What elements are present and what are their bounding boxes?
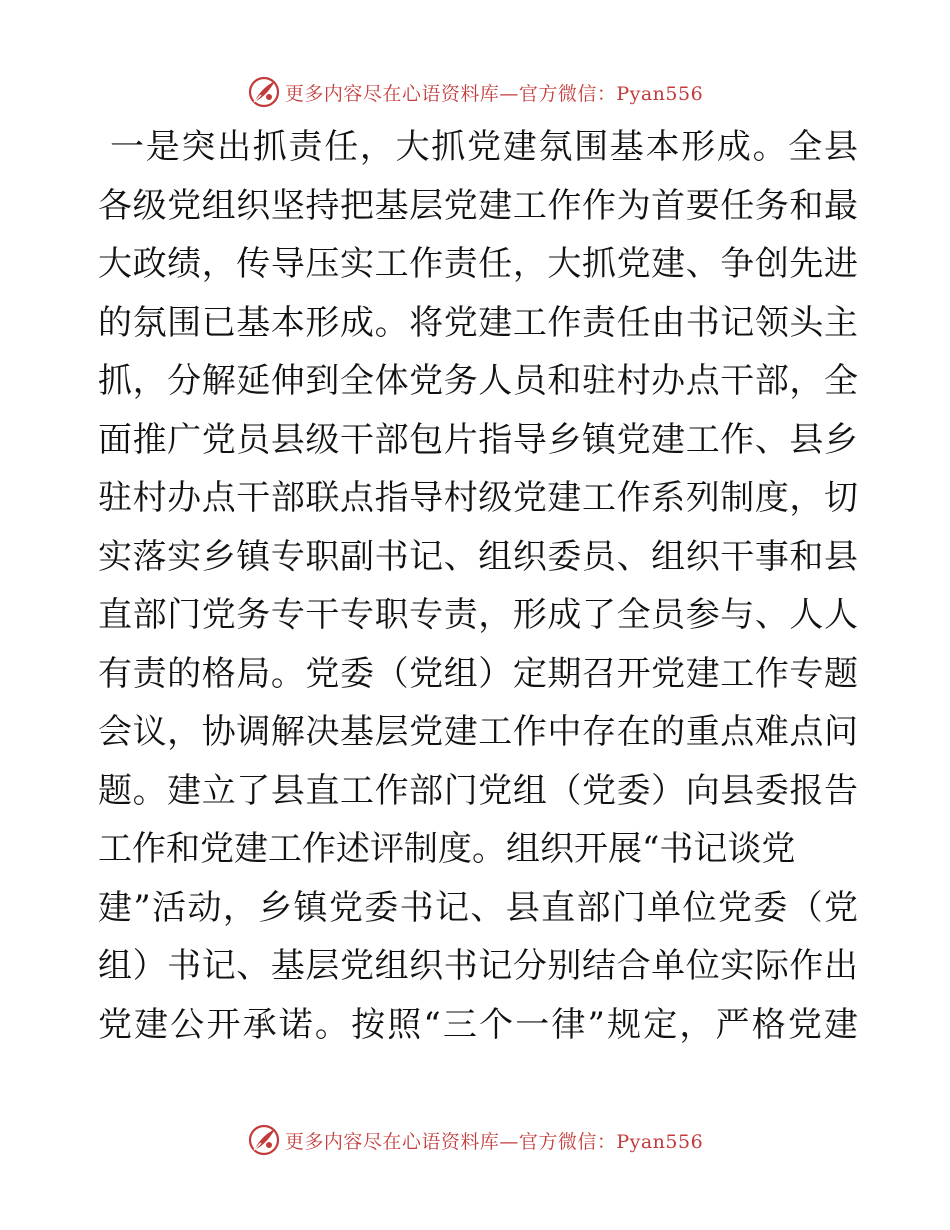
document-paragraph: [98, 118, 858, 1054]
paragraph-line: 工作和党建工作述评制度。组织开展“书记谈党: [98, 829, 796, 869]
paragraph-line: 组）书记、基层党组织书记分别结合单位实际作出: [98, 946, 858, 986]
paragraph-line: 会议，协调解决基层党建工作中存在的重点难点问: [98, 712, 858, 752]
paragraph-line: 题。建立了县直工作部门党组（党委）向县委报告: [98, 770, 858, 811]
paragraph-line: 各级党组织坚持把基层党建工作作为首要任务和最: [98, 185, 858, 226]
paragraph-line: 一是突出抓责任，大抓党建氛围基本形成。全县: [110, 127, 858, 167]
paragraph-line: 建”活动，乡镇党委书记、县直部门单位党委（党: [98, 887, 858, 928]
header-banner: [0, 72, 950, 112]
footer-banner-text: 更多内容尽在心语资料库—官方微信：Pyan556: [284, 1130, 704, 1153]
footer-banner: [0, 1120, 950, 1160]
paragraph-line: 党建公开承诺。按照“三个一律”规定，严格党建: [98, 1004, 858, 1045]
quill-pen-logo-icon: [247, 75, 281, 109]
quill-pen-logo-icon: [247, 1123, 281, 1157]
header-banner-text: 更多内容尽在心语资料库—官方微信：Pyan556: [284, 82, 704, 105]
paragraph-line: 抓，分解延伸到全体党务人员和驻村办点干部，全: [98, 361, 858, 401]
paragraph-line: 直部门党务专干专职专责，形成了全员参与、人人: [98, 595, 858, 635]
paragraph-line: 的氛围已基本形成。将党建工作责任由书记领头主: [98, 302, 858, 343]
paragraph-line: 面推广党员县级干部包片指导乡镇党建工作、县乡: [98, 419, 858, 460]
paragraph-line: 有责的格局。党委（党组）定期召开党建工作专题: [98, 653, 858, 694]
paragraph-line: 驻村办点干部联点指导村级党建工作系列制度，切: [98, 478, 858, 518]
paragraph-line: 大政绩，传导压实工作责任，大抓党建、争创先进: [98, 244, 858, 284]
paragraph-line: 实落实乡镇专职副书记、组织委员、组织干事和县: [98, 536, 858, 577]
